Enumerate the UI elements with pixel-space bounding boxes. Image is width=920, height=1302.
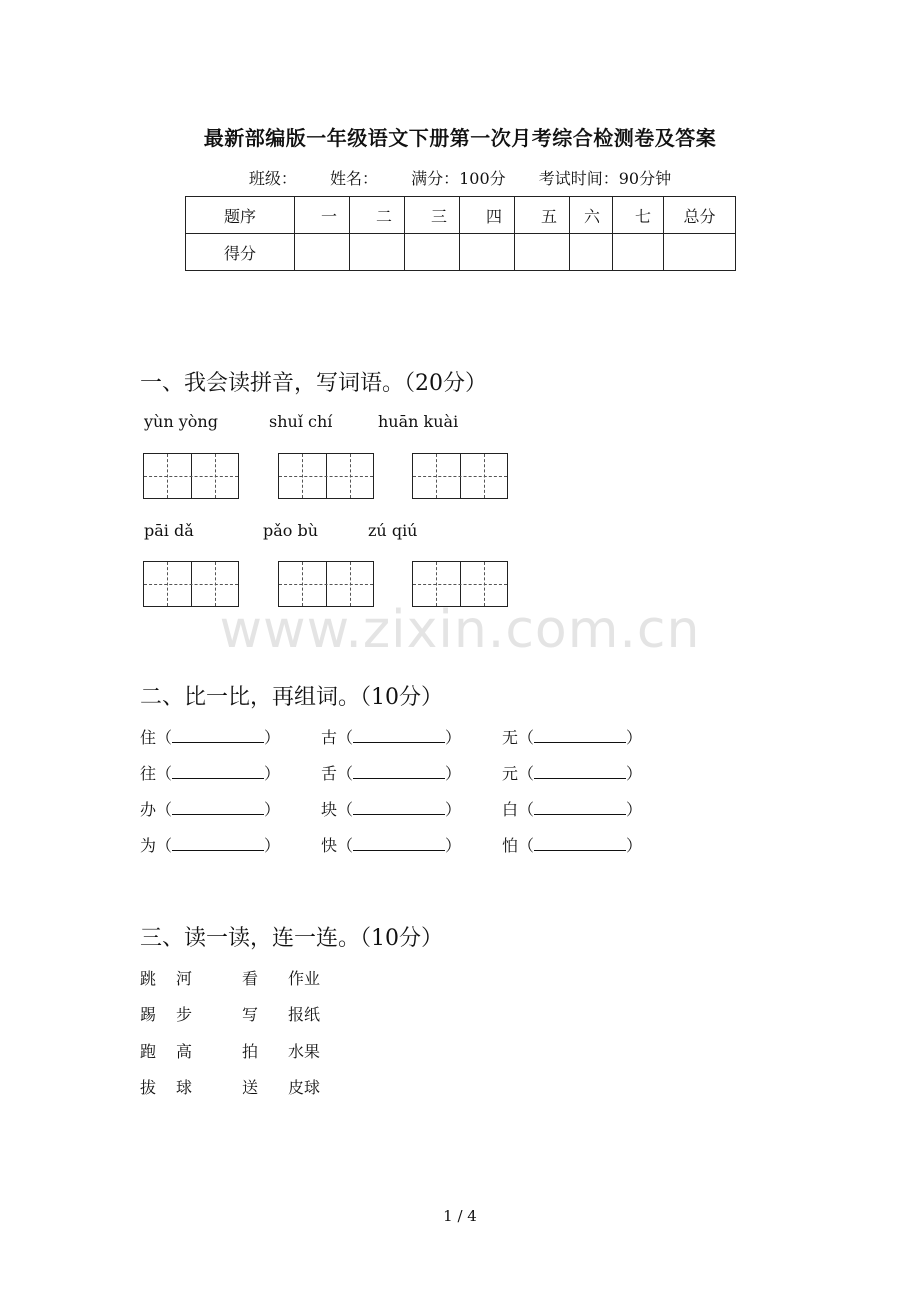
score-input-cell[interactable] bbox=[460, 234, 515, 271]
exam-info bbox=[0, 166, 920, 189]
table-cell: 总分 bbox=[664, 197, 736, 234]
name-label: 姓名： bbox=[329, 169, 378, 188]
word-item: 舌（ ） bbox=[321, 764, 462, 783]
writing-grid[interactable] bbox=[278, 453, 374, 499]
section-2-heading: 二、比一比，再组词。（10分） bbox=[140, 685, 443, 710]
word-item: 怕（ ） bbox=[502, 836, 643, 855]
match-left-char[interactable]: 跑 bbox=[140, 1042, 157, 1061]
pinyin-label: pǎo bù bbox=[263, 521, 319, 540]
answer-blank[interactable] bbox=[534, 728, 626, 743]
exam-time: 考试时间：90分钟 bbox=[538, 169, 672, 188]
section-3-heading: 三、读一读，连一连。（10分） bbox=[140, 926, 443, 951]
page-title: 最新部编版一年级语文下册第一次月考综合检测卷及答案 bbox=[203, 126, 717, 150]
word-item: 块（ ） bbox=[321, 800, 462, 819]
page-number: 1 / 4 bbox=[443, 1207, 477, 1225]
section-1-heading: 一、我会读拼音，写词语。（20分） bbox=[140, 371, 487, 396]
word-item: 住（ ） bbox=[140, 728, 281, 747]
writing-grid[interactable] bbox=[143, 453, 239, 499]
answer-blank[interactable] bbox=[172, 728, 264, 743]
word-item: 元（ ） bbox=[502, 764, 643, 783]
score-input-cell[interactable] bbox=[515, 234, 570, 271]
class-label: 班级： bbox=[248, 169, 297, 188]
table-row bbox=[186, 234, 736, 271]
word-item: 白（ ） bbox=[502, 800, 643, 819]
score-input-cell[interactable] bbox=[405, 234, 460, 271]
score-input-cell[interactable] bbox=[570, 234, 613, 271]
answer-blank[interactable] bbox=[172, 800, 264, 815]
answer-blank[interactable] bbox=[353, 728, 445, 743]
word-item: 往（ ） bbox=[140, 764, 281, 783]
table-cell: 七 bbox=[613, 197, 664, 234]
score-input-cell[interactable] bbox=[350, 234, 405, 271]
match-right-char[interactable]: 写 bbox=[242, 1005, 259, 1024]
table-cell: 得分 bbox=[186, 234, 295, 271]
pinyin-label: huān kuài bbox=[378, 412, 459, 431]
score-input-cell[interactable] bbox=[613, 234, 664, 271]
full-score: 满分：100分 bbox=[411, 169, 506, 188]
word-item: 无（ ） bbox=[502, 728, 643, 747]
answer-blank[interactable] bbox=[353, 836, 445, 851]
match-right-word[interactable]: 作业 bbox=[288, 969, 321, 988]
match-right-char[interactable]: 看 bbox=[242, 969, 259, 988]
table-cell: 二 bbox=[350, 197, 405, 234]
match-right-word[interactable]: 报纸 bbox=[288, 1005, 321, 1024]
match-right-char[interactable]: 拍 bbox=[242, 1042, 259, 1061]
match-left-char[interactable]: 拔 bbox=[140, 1078, 157, 1097]
score-input-cell[interactable] bbox=[295, 234, 350, 271]
table-cell: 四 bbox=[460, 197, 515, 234]
match-right-word[interactable]: 水果 bbox=[288, 1042, 321, 1061]
word-item: 办（ ） bbox=[140, 800, 281, 819]
match-left-char[interactable]: 球 bbox=[176, 1078, 193, 1097]
watermark: www.zixin.com.cn bbox=[219, 600, 701, 660]
pinyin-label: yùn yòng bbox=[144, 412, 218, 431]
match-left-char[interactable]: 河 bbox=[176, 969, 193, 988]
table-cell: 五 bbox=[515, 197, 570, 234]
pinyin-label: pāi dǎ bbox=[144, 521, 194, 540]
score-input-cell[interactable] bbox=[664, 234, 736, 271]
match-right-word[interactable]: 皮球 bbox=[288, 1078, 321, 1097]
answer-blank[interactable] bbox=[534, 764, 626, 779]
table-cell: 一 bbox=[295, 197, 350, 234]
answer-blank[interactable] bbox=[172, 764, 264, 779]
answer-blank[interactable] bbox=[172, 836, 264, 851]
pinyin-label: shuǐ chí bbox=[269, 412, 333, 431]
match-right-char[interactable]: 送 bbox=[242, 1078, 259, 1097]
pinyin-label: zú qiú bbox=[368, 521, 418, 540]
match-left-char[interactable]: 高 bbox=[176, 1042, 193, 1061]
table-cell: 题序 bbox=[186, 197, 295, 234]
table-cell: 六 bbox=[570, 197, 613, 234]
word-item: 快（ ） bbox=[321, 836, 462, 855]
answer-blank[interactable] bbox=[353, 764, 445, 779]
table-cell: 三 bbox=[405, 197, 460, 234]
answer-blank[interactable] bbox=[534, 800, 626, 815]
score-table bbox=[185, 196, 736, 271]
match-left-char[interactable]: 步 bbox=[176, 1005, 193, 1024]
match-left-char[interactable]: 踢 bbox=[140, 1005, 157, 1024]
answer-blank[interactable] bbox=[353, 800, 445, 815]
word-item: 为（ ） bbox=[140, 836, 281, 855]
match-left-char[interactable]: 跳 bbox=[140, 969, 157, 988]
word-item: 古（ ） bbox=[321, 728, 462, 747]
table-row bbox=[186, 197, 736, 234]
answer-blank[interactable] bbox=[534, 836, 626, 851]
writing-grid[interactable] bbox=[412, 453, 508, 499]
